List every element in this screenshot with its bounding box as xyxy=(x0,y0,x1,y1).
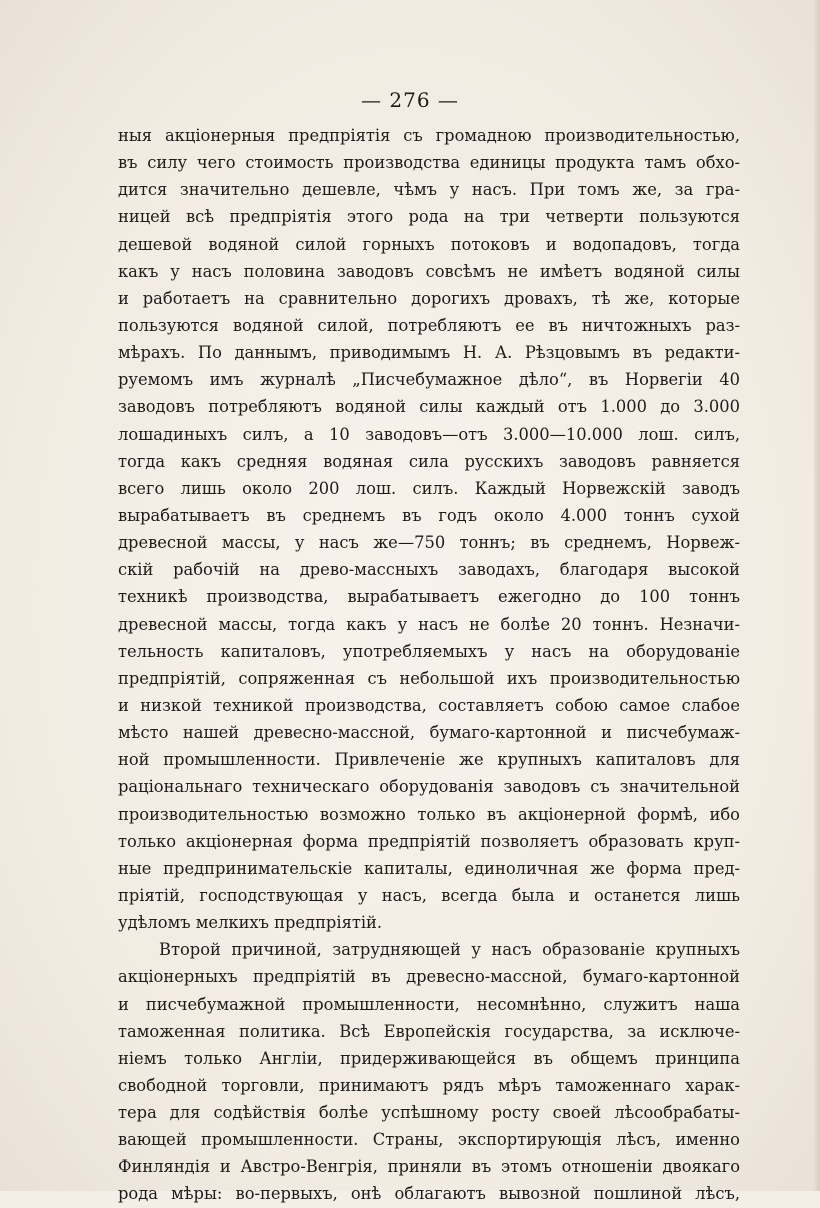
text-line: скій рабочій на древо-массныхъ заводахъ, благодаря высокой xyxy=(118,560,740,580)
text-line: мѣрахъ. По даннымъ, приводимымъ Н. А. Рѣзцовымъ въ редакти- xyxy=(118,343,740,363)
text-line: дешевой водяной силой горныхъ потоковъ и водопадовъ, тогда xyxy=(118,234,740,254)
text-line: пользуются водяной силой, потребляютъ ее въ ничтожныхъ раз- xyxy=(118,315,740,335)
text-line: тера для содѣйствія болѣе успѣшному росту своей лѣсообрабаты- xyxy=(118,1103,740,1123)
text-line: лошадиныхъ силъ, а 10 заводовъ—отъ 3.000—10.000 лош. силъ, xyxy=(118,424,740,444)
text-line: вырабатываетъ въ среднемъ въ годъ около 4.000 тоннъ сухой xyxy=(118,505,740,525)
page-edge xyxy=(814,0,820,1191)
text-line: ніемъ только Англіи, придерживающейся въ общемъ принципа xyxy=(118,1048,740,1068)
text-line: и работаетъ на сравнительно дорогихъ дровахъ, тѣ же, которые xyxy=(118,288,740,308)
text-line: мѣсто нашей древесно-массной, бумаго-картонной и писчебумаж- xyxy=(118,723,740,743)
text-line: руемомъ имъ журналѣ „Писчебумажное дѣло“, въ Норвегіи 40 xyxy=(118,370,740,390)
text-line: ной промышленности. Привлеченіе же крупныхъ капиталовъ для xyxy=(118,750,740,770)
text-line: и низкой техникой производства, составляетъ собою самое слабое xyxy=(118,695,740,715)
text-line: какъ у насъ половина заводовъ совсѣмъ не имѣетъ водяной силы xyxy=(118,261,740,281)
text-line: свободной торговли, принимаютъ рядъ мѣръ таможеннаго харак- xyxy=(118,1075,740,1095)
text-line: Финляндія и Австро-Венгрія, приняли въ этомъ отношеніи двоякаго xyxy=(118,1157,740,1177)
text-line: заводовъ потребляютъ водяной силы каждый отъ 1.000 до 3.000 xyxy=(118,397,740,417)
text-line: акціонерныхъ предпріятій въ древесно-массной, бумаго-картонной xyxy=(118,967,740,987)
text-line: ницей всѣ предпріятія этого рода на три четверти пользуются xyxy=(118,207,740,227)
paragraph xyxy=(118,936,740,1207)
text-line: всего лишь около 200 лош. силъ. Каждый Норвежскій заводъ xyxy=(118,478,740,498)
text-line: предпріятій, сопряженная съ небольшой ихъ производительностью xyxy=(118,668,740,688)
paragraph xyxy=(118,122,740,936)
text-line: дится значительно дешевле, чѣмъ у насъ. При томъ же, за гра- xyxy=(118,180,740,200)
text-line: тельность капиталовъ, употребляемыхъ у насъ на оборудованіе xyxy=(118,641,740,661)
text-line: производительностью возможно только въ акціонерной формѣ, ибо xyxy=(118,804,740,824)
page-number: — 276 — xyxy=(361,88,459,112)
text-line: тогда какъ средняя водяная сила русскихъ заводовъ равняется xyxy=(118,451,740,471)
text-line: рода мѣры: во-первыхъ, онѣ облагаютъ вывозной пошлиной лѣсъ, xyxy=(118,1184,740,1204)
text-line: древесной массы, у насъ же—750 тоннъ; въ среднемъ, Норвеж- xyxy=(118,533,740,553)
text-line: Второй причиной, затрудняющей у насъ образованіе крупныхъ xyxy=(159,940,740,960)
text-line: и писчебумажной промышленности, несомнѣнно, служитъ наша xyxy=(118,994,740,1014)
text-line: только акціонерная форма предпріятій позволяетъ образовать круп- xyxy=(118,831,740,851)
text-line: въ силу чего стоимость производства единицы продукта тамъ обхо- xyxy=(118,153,740,173)
text-line: ныя акціонерныя предпріятія съ громадною производительностью, xyxy=(118,126,740,145)
text-line: удѣломъ мелкихъ предпріятій. xyxy=(118,913,383,933)
text-line: пріятій, господствующая у насъ, всегда была и останется лишь xyxy=(118,885,740,905)
text-line: техникѣ производства, вырабатываетъ ежегодно до 100 тоннъ xyxy=(118,587,740,607)
text-line: вающей промышленности. Страны, экспортирующія лѣсъ, именно xyxy=(118,1130,740,1150)
text-line: ные предпринимательскіе капиталы, единоличная же форма пред- xyxy=(118,858,740,878)
body-text xyxy=(118,122,740,1208)
text-line: древесной массы, тогда какъ у насъ не болѣе 20 тоннъ. Незначи- xyxy=(118,614,740,634)
text-line: таможенная политика. Всѣ Европейскія государства, за исключе- xyxy=(118,1021,740,1041)
text-line: раціональнаго техническаго оборудованія заводовъ съ значительной xyxy=(118,777,740,797)
